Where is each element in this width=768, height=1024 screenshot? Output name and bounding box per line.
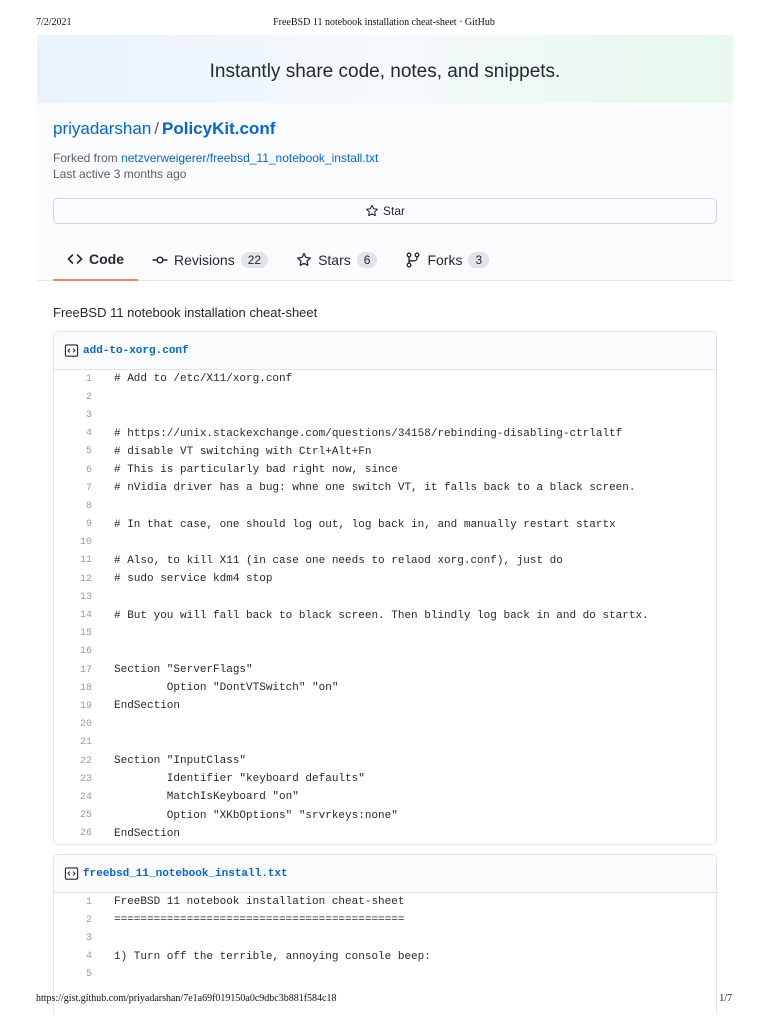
last-active: Last active 3 months ago — [53, 167, 187, 181]
line-number[interactable]: 17 — [79, 664, 92, 676]
code-line — [54, 461, 716, 479]
code-line — [54, 911, 716, 929]
line-number[interactable]: 15 — [79, 628, 92, 640]
line-number[interactable]: 20 — [79, 719, 92, 731]
line-number[interactable]: 23 — [79, 773, 92, 785]
line-code: EndSection — [114, 700, 181, 713]
gist-tabs — [53, 239, 503, 281]
forked-from — [53, 151, 378, 165]
print-title: FreeBSD 11 notebook installation cheat-sheet · GitHub — [273, 17, 495, 28]
file-header — [54, 332, 716, 370]
gist-description: FreeBSD 11 notebook installation cheat-sheet — [53, 305, 318, 320]
line-number[interactable]: 12 — [79, 573, 92, 585]
star-label: Star — [382, 204, 405, 218]
signup-banner — [37, 35, 733, 103]
line-number[interactable]: 9 — [85, 519, 92, 531]
line-code: 1) Turn off the terrible, annoying console beep: — [114, 950, 431, 963]
tab-forks[interactable] — [391, 239, 503, 281]
code-line — [54, 807, 716, 825]
git-fork-icon — [405, 252, 421, 268]
line-number[interactable]: 25 — [79, 810, 92, 822]
banner-text: Instantly share code, notes, and snippets. — [209, 61, 561, 82]
line-number[interactable]: 24 — [79, 791, 92, 803]
code-listing — [54, 370, 716, 843]
line-code: # Also, to kill X11 (in case one needs to relaod xorg.conf), just do — [114, 554, 563, 567]
line-code: # Add to /etc/X11/xorg.conf — [114, 373, 293, 386]
file-name-link[interactable]: add-to-xorg.conf — [83, 344, 189, 357]
tab-code-label: Code — [89, 251, 124, 267]
line-number[interactable]: 5 — [85, 446, 92, 458]
tab-revisions[interactable] — [138, 239, 282, 281]
line-code: # disable VT switching with Ctrl+Alt+Fn — [114, 445, 372, 458]
code-line — [54, 893, 716, 911]
line-number[interactable]: 16 — [79, 646, 92, 658]
tab-code[interactable] — [53, 239, 138, 281]
print-page-number: 1/7 — [719, 993, 732, 1004]
tab-stars-label: Stars — [318, 252, 351, 268]
tab-stars[interactable] — [282, 239, 391, 281]
code-line — [54, 606, 716, 624]
line-number[interactable]: 8 — [85, 500, 92, 512]
owner-link[interactable]: priyadarshan — [53, 119, 152, 138]
gist-title — [53, 119, 275, 139]
forks-count: 3 — [468, 252, 489, 268]
line-code: Identifier "keyboard defaults" — [114, 773, 365, 786]
line-number[interactable]: 19 — [79, 700, 92, 712]
code-line — [54, 443, 716, 461]
code-line — [54, 948, 716, 966]
code-file-icon — [64, 343, 79, 358]
line-code: ============================================ — [114, 914, 405, 927]
code-line — [54, 770, 716, 788]
print-date: 7/2/2021 — [36, 17, 72, 28]
line-number[interactable]: 26 — [79, 828, 92, 840]
line-number[interactable]: 21 — [79, 737, 92, 749]
file-header — [54, 855, 716, 893]
code-line — [54, 588, 716, 606]
star-button[interactable] — [53, 198, 717, 224]
line-code: Section "InputClass" — [114, 755, 247, 768]
star-icon — [365, 204, 379, 218]
code-file-icon — [64, 866, 79, 881]
code-line — [54, 516, 716, 534]
title-separator: / — [154, 119, 160, 138]
code-line — [54, 643, 716, 661]
line-number[interactable]: 14 — [79, 610, 92, 622]
line-code: # In that case, one should log out, log back in, and manually restart startx — [114, 518, 616, 531]
line-number[interactable]: 22 — [79, 755, 92, 767]
line-code: # This is particularly bad right now, since — [114, 464, 398, 477]
print-url: https://gist.github.com/priyadarshan/7e1a69f019150a0c9dbc3b881f584c18 — [36, 993, 337, 1004]
line-number[interactable]: 1 — [85, 896, 92, 908]
line-number[interactable]: 11 — [79, 555, 92, 567]
file-box-add-to-xorg — [53, 331, 717, 845]
line-number[interactable]: 2 — [85, 391, 92, 403]
line-code: Option "DontVTSwitch" "on" — [114, 682, 339, 695]
file-box-freebsd-install — [53, 854, 717, 1014]
line-number[interactable]: 5 — [85, 969, 92, 981]
file-name-link[interactable]: freebsd_11_notebook_install.txt — [83, 867, 288, 880]
forked-prefix: Forked from — [53, 151, 122, 165]
gist-header — [37, 103, 733, 281]
code-icon — [67, 251, 83, 267]
code-line — [54, 752, 716, 770]
code-line — [54, 679, 716, 697]
code-line — [54, 716, 716, 734]
revisions-count: 22 — [241, 252, 268, 268]
line-number[interactable]: 4 — [85, 951, 92, 963]
git-commit-icon — [152, 252, 168, 268]
line-number[interactable]: 18 — [79, 682, 92, 694]
code-line — [54, 479, 716, 497]
line-code: # sudo service kdm4 stop — [114, 573, 273, 586]
code-line — [54, 661, 716, 679]
line-number[interactable]: 1 — [85, 373, 92, 385]
code-line — [54, 425, 716, 443]
line-code: # But you will fall back to black screen. Then blindly log back in and do startx. — [114, 609, 649, 622]
code-line — [54, 370, 716, 388]
tab-forks-label: Forks — [427, 252, 463, 268]
code-line — [54, 625, 716, 643]
line-number[interactable]: 10 — [79, 537, 92, 549]
gist-name-link[interactable]: PolicyKit.conf — [162, 119, 276, 138]
line-code: FreeBSD 11 notebook installation cheat-sheet — [114, 896, 405, 909]
code-line — [54, 734, 716, 752]
print-header — [0, 0, 768, 36]
code-line — [54, 570, 716, 588]
line-number[interactable]: 3 — [85, 932, 92, 944]
line-code: # nVidia driver has a bug: whne one switch VT, it falls back to a black screen. — [114, 482, 636, 495]
line-code: EndSection — [114, 827, 181, 840]
line-number[interactable]: 6 — [85, 464, 92, 476]
line-code: # https://unix.stackexchange.com/questions/34158/rebinding-disabling-ctrlaltf — [114, 427, 623, 440]
line-number[interactable]: 7 — [85, 482, 92, 494]
code-line — [54, 388, 716, 406]
star-icon — [296, 252, 312, 268]
code-line — [54, 966, 716, 984]
line-number[interactable]: 13 — [79, 591, 92, 603]
forked-source-link[interactable]: netzverweigerer/freebsd_11_notebook_install.txt — [121, 151, 379, 165]
code-line — [54, 406, 716, 424]
line-code: MatchIsKeyboard "on" — [114, 791, 299, 804]
stars-count: 6 — [357, 252, 378, 268]
code-line — [54, 497, 716, 515]
code-line — [54, 929, 716, 947]
code-line — [54, 552, 716, 570]
tab-revisions-label: Revisions — [174, 252, 235, 268]
code-listing — [54, 893, 716, 984]
line-number[interactable]: 4 — [85, 428, 92, 440]
line-code: Option "XKbOptions" "srvrkeys:none" — [114, 809, 398, 822]
line-code: Section "ServerFlags" — [114, 664, 253, 677]
line-number[interactable]: 2 — [85, 914, 92, 926]
code-line — [54, 697, 716, 715]
line-number[interactable]: 3 — [85, 409, 92, 421]
code-line — [54, 825, 716, 843]
code-line — [54, 788, 716, 806]
code-line — [54, 534, 716, 552]
